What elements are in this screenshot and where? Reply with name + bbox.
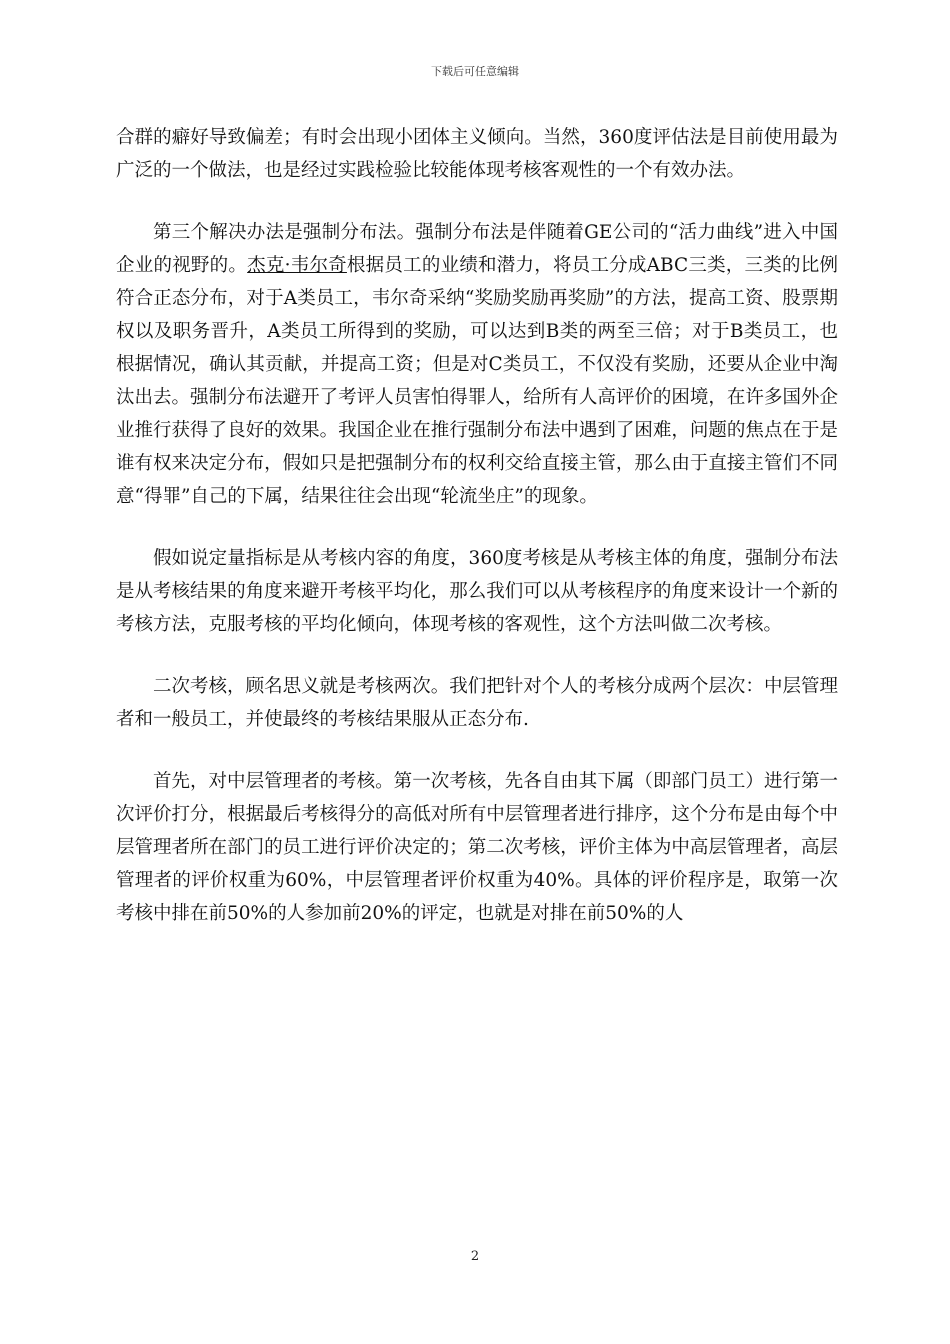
paragraph-forced-distribution [116,216,838,513]
paragraph-text: 根据员工的业绩和潜力，将员工分成ABC三类，三类的比例符合正态分布，对于A类员工，韦尔奇采纳“奖励奖励再奖励”的方法，提高工资、股票期权以及职务晋升，A类员工所得到的奖励，可以达到B类的两至三倍；对于B类员工，也根据情况，确认其贡献，并提高工资；但是对C类员工，不仅没有奖励，还要从企业中淘汰出去。强制分布法避开了考评人员害怕得罪人，给所有人高评价的困境，在许多国外企业推行获得了良好的效果。我国企业在推行强制分布法中遇到了困难，问题的焦点在于是谁有权来决定分布，假如只是把强制分布的权利交给直接主管，那么由于直接主管们不同意“得罪”自己的下属，结果往往会出现“轮流坐庄”的现象。 [116,255,838,507]
page-header: 下载后可任意编辑 [431,65,519,78]
paragraph-360-evaluation-continued: 合群的癖好导致偏差；有时会出现小团体主义倾向。当然，360度评估法是目前使用最为广泛的一个做法，也是经过实践检验比较能体现考核客观性的一个有效办法。 [116,127,838,181]
document-body [116,121,838,930]
paragraph-middle-manager-assessment: 首先，对中层管理者的考核。第一次考核，先各自由其下属（即部门员工）进行第一次评价打分，根据最后考核得分的高低对所有中层管理者进行排序，这个分布是由每个中层管理者所在部门的员工进行评价决定的；第二次考核，评价主体为中高层管理者，高层管理者的评价权重为60%，中层管理者评价权重为40%。具体的评价程序是，取第一次考核中排在前50%的人参加前20%的评定，也就是对排在前50%的人 [116,771,838,924]
jack-welch-link[interactable]: 杰克·韦尔奇 [247,255,347,276]
paragraph-text: 第三个解决办法是强制分布法。强制分布法是伴随着GE公司的“活力曲线”进入中国企业的视野的。 [116,222,838,276]
paragraph-secondary-assessment: 二次考核，顾名思义就是考核两次。我们把针对个人的考核分成两个层次：中层管理者和一般员工，并使最终的考核结果服从正态分布. [116,676,838,730]
page-number: 2 [470,1249,480,1264]
paragraph-assessment-angles: 假如说定量指标是从考核内容的角度，360度考核是从考核主体的角度，强制分布法是从考核结果的角度来避开考核平均化，那么我们可以从考核程序的角度来设计一个新的考核方法，克服考核的平均化倾向，体现考核的客观性，这个方法叫做二次考核。 [116,548,838,635]
